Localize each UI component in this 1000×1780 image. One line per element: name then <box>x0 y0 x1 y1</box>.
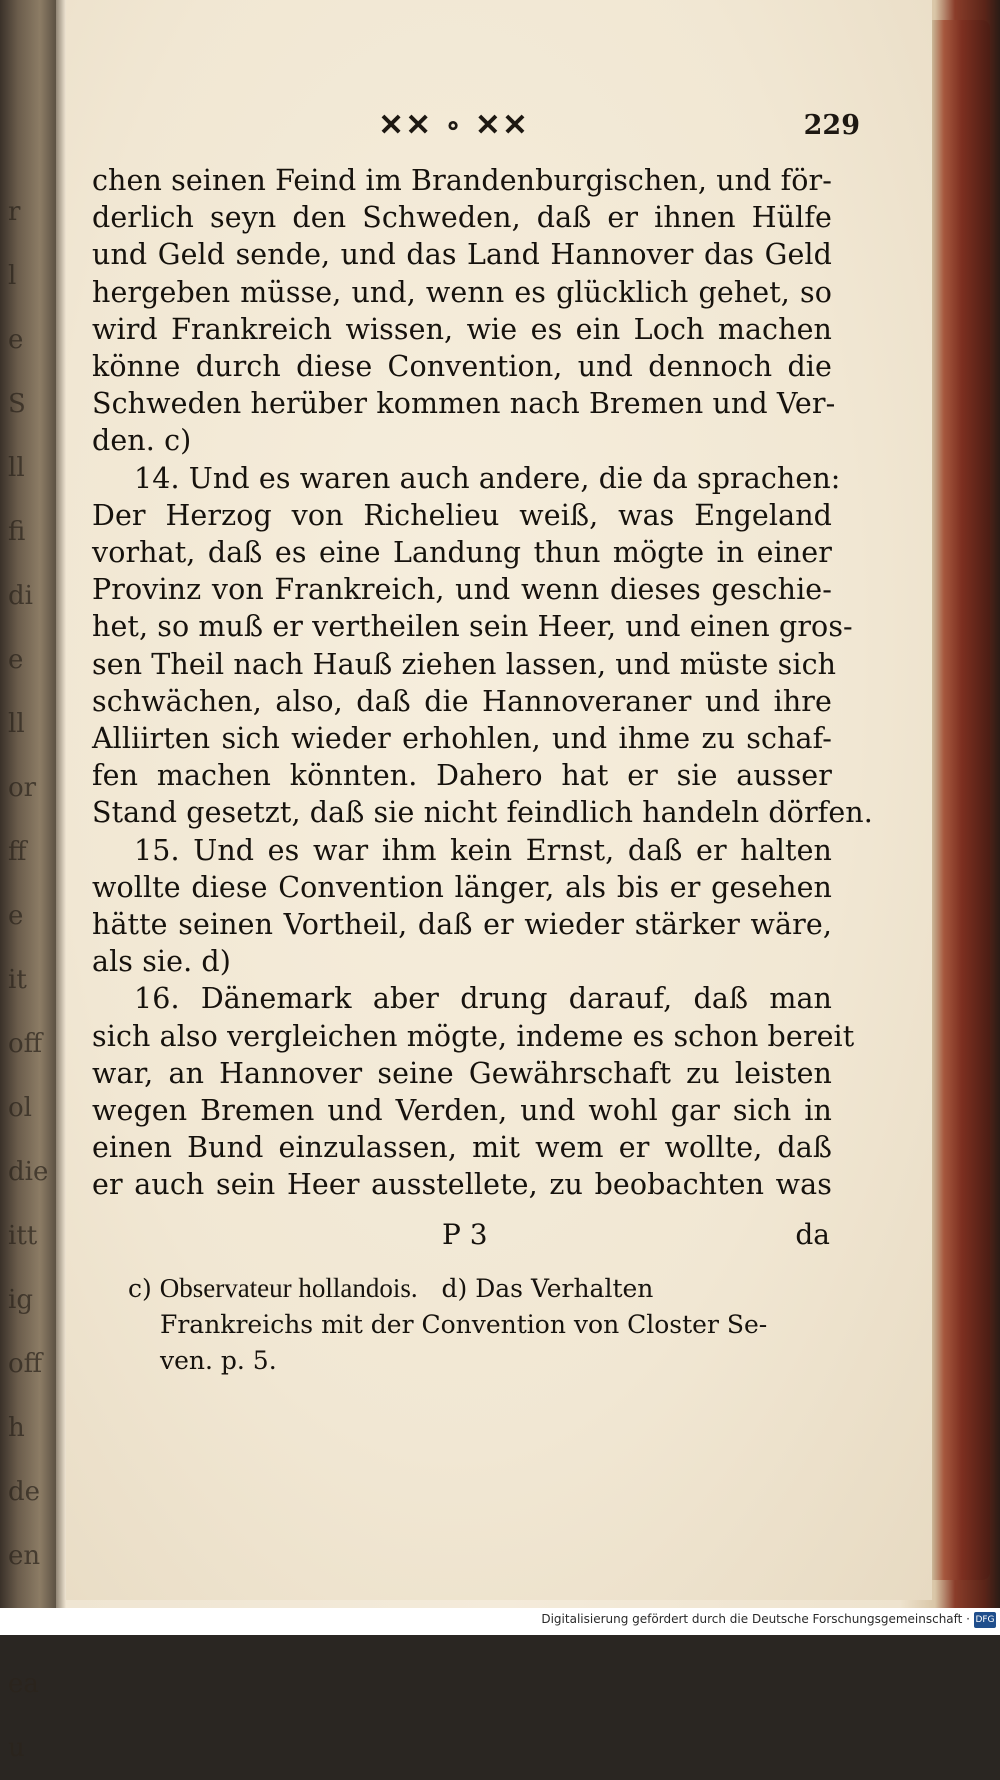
text-line: wird Frankreich wissen, wie es ein Loch machen <box>92 312 832 346</box>
text-line: hätte seinen Vortheil, daß er wieder stärker wäre, <box>92 908 832 942</box>
fragment: e <box>8 325 24 355</box>
credit-bar <box>0 1608 1000 1635</box>
text-line: fen machen könnten. Dahero hat er sie ausser <box>92 759 832 793</box>
text-line: sen Theil nach Hauß ziehen lassen, und müste sich <box>92 647 837 681</box>
fragment: r <box>8 197 21 227</box>
fragment: en <box>8 1541 41 1571</box>
text-line: Der Herzog von Richelieu weiß, was Engeland <box>92 498 832 532</box>
fragment: ol <box>8 1093 32 1123</box>
footnotes <box>128 1270 828 1379</box>
text-line: war, an Hannover seine Gewährschaft zu leisten <box>92 1056 832 1090</box>
fragment: u <box>8 1733 25 1763</box>
footnote-line: Frankreichs mit der Convention von Closter Se- <box>160 1310 768 1339</box>
page-edge-block <box>932 20 990 1580</box>
text-line: er auch sein Heer ausstellete, zu beobachten was <box>92 1168 832 1202</box>
fragment: de <box>8 1477 41 1507</box>
paragraph-14-start: 14. Und es waren auch andere, die da sprachen: <box>134 461 841 495</box>
text-line: wegen Bremen und Verden, und wohl gar sich in <box>92 1094 832 1128</box>
fragment: e <box>8 901 24 931</box>
text-line: als sie. d) <box>92 945 231 979</box>
text-line: Schweden herüber kommen nach Bremen und Ver- <box>92 387 836 421</box>
page-header <box>66 108 932 148</box>
text-line: sich also vergleichen mögte, indeme es schon bereit <box>92 1019 855 1053</box>
body-text <box>92 162 873 1204</box>
text-line: wollte diese Convention länger, als bis er gesehen <box>92 870 832 904</box>
paragraph-16-start: 16. Dänemark aber drung darauf, daß man <box>134 982 832 1016</box>
fragment: off <box>8 1029 43 1059</box>
text-line: hergeben müsse, und, wenn es glücklich gehet, so <box>92 275 832 309</box>
fragment: ff <box>8 837 27 867</box>
fragment: di <box>8 581 33 611</box>
catchword: da <box>795 1218 830 1251</box>
footnote-line <box>128 1270 828 1307</box>
text-line: Alliirten sich wieder erhohlen, und ihme zu schaf- <box>92 722 832 756</box>
text-line: Provinz von Frankreich, und wenn dieses geschie- <box>92 573 832 607</box>
footnote-c-text: Observateur hollandois. <box>159 1273 418 1303</box>
header-ornament: ✕✕ ∘ ✕✕ <box>378 108 530 143</box>
credit-text: Digitalisierung gefördert durch die Deutsche Forschungsgemeinschaft · <box>541 1612 970 1626</box>
page-footer <box>92 1218 830 1258</box>
text-line: den. c) <box>92 424 192 458</box>
fragment: h <box>8 1413 25 1443</box>
text-line: chen seinen Feind im Brandenburgischen, und för- <box>92 164 832 197</box>
fragment: fi <box>8 517 26 547</box>
fragment: ll <box>8 453 25 483</box>
fragment: l <box>8 261 17 291</box>
footnote-line: ven. p. 5. <box>160 1346 277 1375</box>
fragment: itt <box>8 1221 38 1251</box>
text-line: vorhat, daß es eine Landung thun mögte in einer <box>92 536 832 570</box>
dfg-logo-icon: DFG <box>974 1612 996 1628</box>
fragment: die <box>8 1157 49 1187</box>
fragment: e <box>8 645 24 675</box>
adjacent-page-fragments <box>8 180 48 1780</box>
text-line: schwächen, also, daß die Hannoveraner und ihre <box>92 684 832 718</box>
text-line: Stand gesetzt, daß sie nicht feindlich handeln dörfen. <box>92 796 873 830</box>
text-line: und Geld sende, und das Land Hannover das Geld <box>92 238 832 272</box>
text-line: derlich seyn den Schweden, daß er ihnen Hülfe <box>92 201 832 235</box>
signature-mark: P 3 <box>442 1218 488 1251</box>
fragment: off <box>8 1349 43 1379</box>
footnote-c-marker: c) <box>128 1274 152 1303</box>
fragment: it <box>8 965 27 995</box>
footnote-d-text: Das Verhalten <box>475 1274 654 1303</box>
fragment: ea <box>8 1669 39 1699</box>
fragment: ll <box>8 709 25 739</box>
fragment: ig <box>8 1285 33 1315</box>
fragment: or <box>8 773 37 803</box>
text-line: einen Bund einzulassen, mit wem er wollte, daß <box>92 1131 832 1165</box>
text-line: het, so muß er vertheilen sein Heer, und einen gros- <box>92 610 853 644</box>
fragment: S <box>8 389 26 419</box>
page-number: 229 <box>803 110 860 141</box>
paragraph-15-start: 15. Und es war ihm kein Ernst, daß er halten <box>134 833 832 867</box>
adjacent-page-strip <box>0 0 56 1763</box>
footnote-d-marker: d) <box>441 1274 468 1303</box>
text-line: könne durch diese Convention, und dennoch die <box>92 350 832 384</box>
